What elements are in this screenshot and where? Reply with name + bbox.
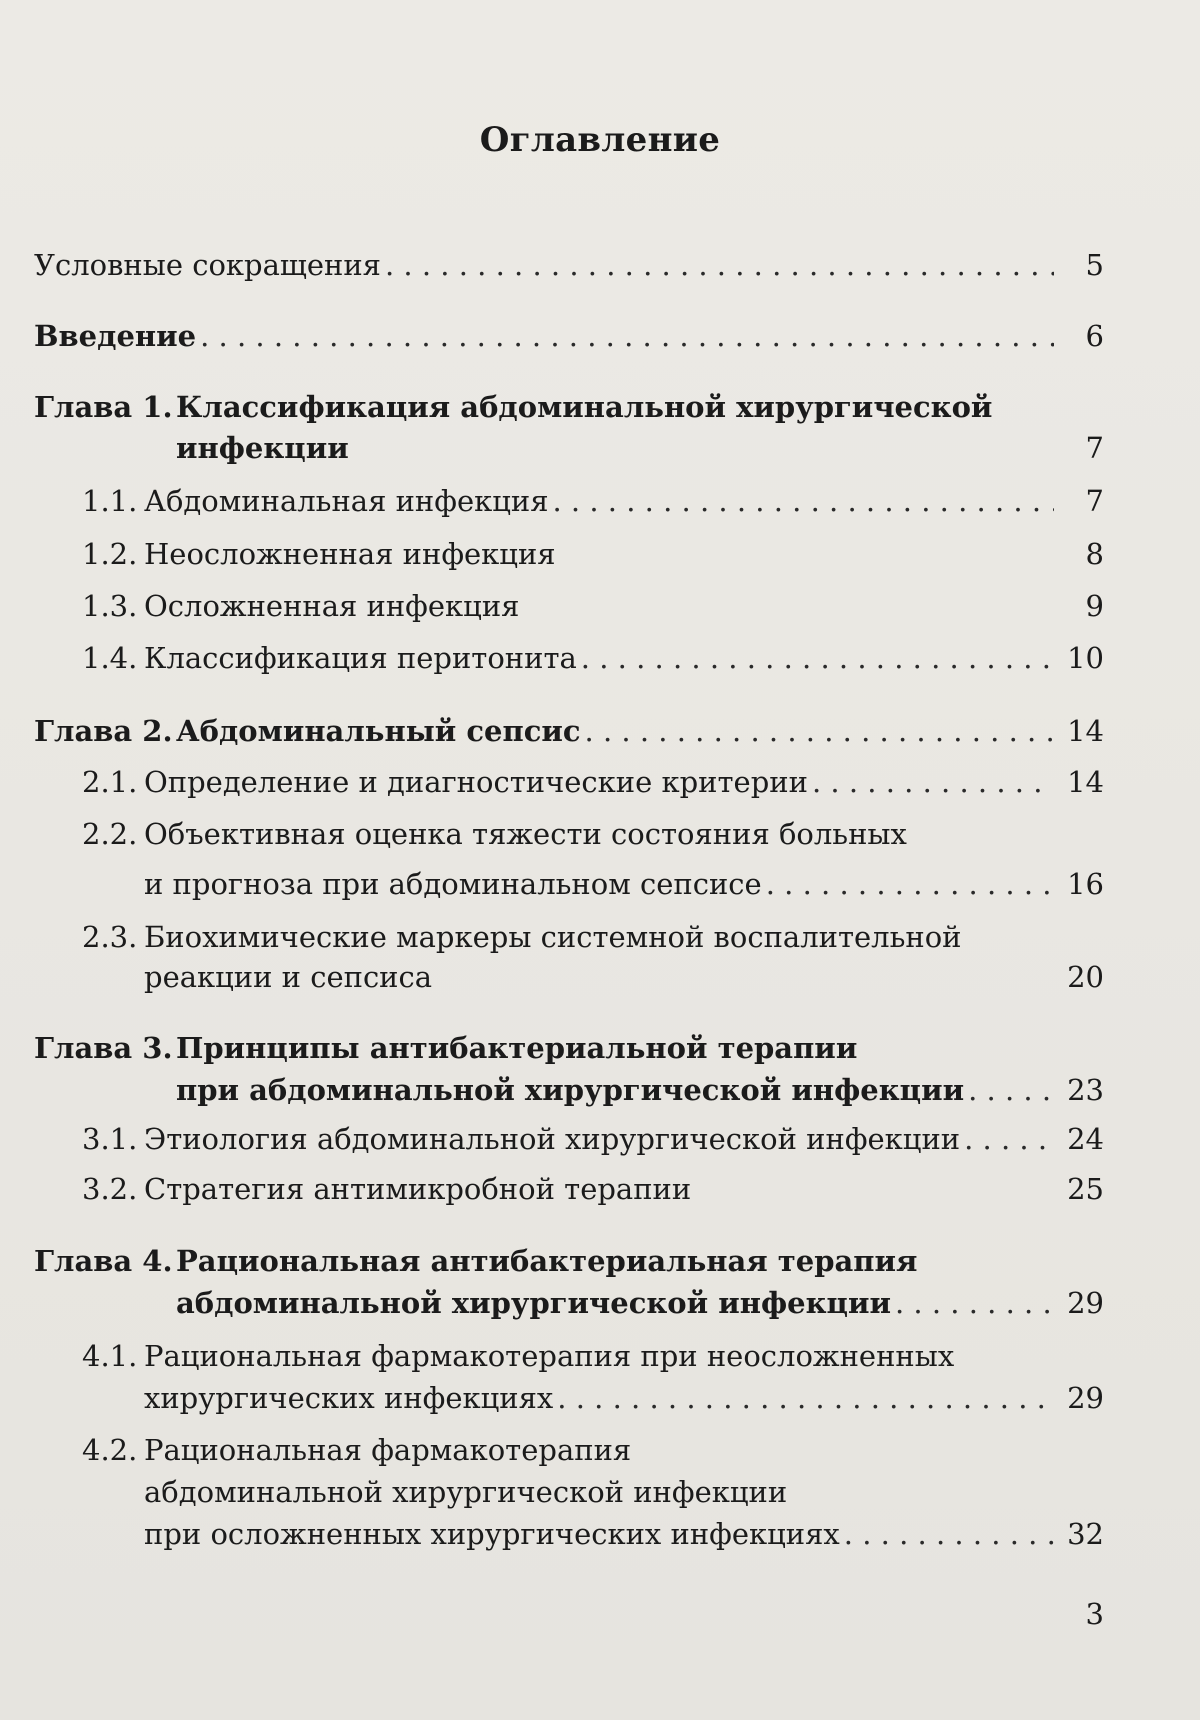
section-number: 3.1. (82, 1122, 138, 1156)
toc-entry-text: Абдоминальная инфекция (144, 484, 549, 518)
toc-entry-text: Определение и диагностические критерии (144, 765, 808, 799)
toc-page-number: 6 (1085, 319, 1104, 353)
toc-entry-text: при осложненных хирургических инфекциях (144, 1517, 840, 1551)
toc-page-number: 9 (1085, 589, 1104, 623)
toc-entry-text: Этиология абдоминальной хирургической инфекции (144, 1122, 961, 1156)
dot-leader (968, 1072, 1054, 1108)
toc-entry-text: Принципы антибактериальной терапии (176, 1031, 858, 1065)
toc-entry-text: Классификация перитонита (144, 641, 577, 675)
toc-page-number: 7 (1085, 484, 1104, 518)
toc-entry-text: Условные сокращения (34, 248, 381, 282)
dot-leader (553, 483, 1055, 519)
toc-page-number: 10 (1067, 641, 1104, 675)
toc-chapter-3-line2[interactable] (176, 1072, 1104, 1108)
toc-entry-text: и прогноза при абдоминальном сепсисе (144, 867, 762, 901)
section-number: 4.1. (82, 1339, 138, 1373)
toc-entry-text: инфекции (176, 431, 349, 465)
toc-section-1-3[interactable] (82, 588, 1104, 624)
toc-section-2-2-line1[interactable] (82, 816, 1104, 852)
toc-entry-text: Введение (34, 319, 197, 353)
toc-entry-text: Объективная оценка тяжести состояния больных (144, 817, 907, 851)
toc-section-1-2[interactable] (82, 536, 1104, 572)
toc-chapter-4-line2[interactable] (176, 1285, 1104, 1321)
toc-section-2-1[interactable] (82, 764, 1104, 800)
page-number: 3 (1085, 1597, 1104, 1631)
toc-entry-text: Неосложненная инфекция (144, 537, 556, 571)
toc-chapter-3-line1[interactable] (34, 1030, 1104, 1066)
toc-section-1-4[interactable] (82, 640, 1104, 676)
toc-page-number: 5 (1085, 248, 1104, 282)
toc-page-number: 24 (1067, 1122, 1104, 1156)
toc-entry-text: Осложненная инфекция (144, 589, 520, 623)
dot-leader (385, 247, 1054, 283)
toc-page-number: 23 (1067, 1073, 1104, 1107)
toc-chapter-1-line2[interactable] (176, 430, 1104, 466)
toc-section-3-2[interactable] (82, 1171, 1104, 1207)
toc-entry-text: Биохимические маркеры системной воспалительной (144, 920, 962, 954)
toc-section-4-1-line1[interactable] (82, 1338, 1104, 1374)
toc-section-4-2-line2[interactable] (144, 1474, 1104, 1510)
dot-leader (581, 640, 1054, 676)
section-number: 1.2. (82, 537, 138, 571)
toc-section-3-1[interactable] (82, 1121, 1104, 1157)
dot-leader (964, 1121, 1054, 1157)
chapter-label: Глава 4. (34, 1244, 173, 1278)
section-number: 2.1. (82, 765, 138, 799)
section-number: 2.3. (82, 920, 138, 954)
toc-section-2-2-line2[interactable] (144, 866, 1104, 902)
toc-entry-text: Абдоминальный сепсис (176, 714, 581, 748)
toc-chapter-1-line1[interactable] (34, 389, 1104, 425)
toc-entry-text: хирургических инфекциях (144, 1381, 554, 1415)
toc-entry-abbreviations[interactable] (34, 247, 1104, 283)
toc-page-number: 32 (1067, 1517, 1104, 1551)
toc-page-number: 25 (1067, 1172, 1104, 1206)
chapter-label: Глава 3. (34, 1031, 173, 1065)
toc-section-2-3-line2[interactable] (144, 959, 1104, 995)
section-number: 1.3. (82, 589, 138, 623)
toc-entry-text: Стратегия антимикробной терапии (144, 1172, 692, 1206)
toc-page-number: 14 (1067, 714, 1104, 748)
toc-entry-text: Рациональная фармакотерапия при неосложненных (144, 1339, 955, 1373)
section-number: 3.2. (82, 1172, 138, 1206)
dot-leader (895, 1285, 1054, 1321)
toc-chapter-2[interactable] (34, 713, 1104, 749)
dot-leader (557, 1380, 1054, 1416)
toc-entry-text: при абдоминальной хирургической инфекции (176, 1073, 965, 1107)
toc-section-2-3-line1[interactable] (82, 919, 1104, 955)
dot-leader (585, 713, 1054, 749)
toc-page-number: 29 (1067, 1381, 1104, 1415)
toc-section-1-1[interactable] (82, 483, 1104, 519)
toc-entry-text: абдоминальной хирургической инфекции (144, 1475, 788, 1509)
toc-section-4-2-line3[interactable] (144, 1516, 1104, 1552)
toc-title: Оглавление (479, 120, 721, 160)
section-number: 1.1. (82, 484, 138, 518)
toc-entry-text: абдоминальной хирургической инфекции (176, 1286, 891, 1320)
section-number: 4.2. (82, 1433, 138, 1467)
toc-page-number: 29 (1067, 1286, 1104, 1320)
toc-entry-text: Классификация абдоминальной хирургической (176, 390, 993, 424)
dot-leader (812, 764, 1054, 800)
toc-section-4-1-line2[interactable] (144, 1380, 1104, 1416)
dot-leader (844, 1516, 1054, 1552)
toc-entry-text: реакции и сепсиса (144, 960, 433, 994)
toc-page-number: 7 (1085, 431, 1104, 465)
toc-page-number: 8 (1085, 537, 1104, 571)
toc-chapter-4-line1[interactable] (34, 1243, 1104, 1279)
toc-page-number: 14 (1067, 765, 1104, 799)
toc-page-number: 20 (1067, 960, 1104, 994)
toc-entry-text: Рациональная фармакотерапия (144, 1433, 632, 1467)
chapter-label: Глава 1. (34, 390, 173, 424)
chapter-label: Глава 2. (34, 714, 173, 748)
dot-leader (200, 318, 1054, 354)
toc-section-4-2-line1[interactable] (82, 1432, 1104, 1468)
dot-leader (766, 866, 1054, 902)
toc-entry-text: Рациональная антибактериальная терапия (176, 1244, 918, 1278)
section-number: 2.2. (82, 817, 138, 851)
toc-entry-introduction[interactable] (34, 318, 1104, 354)
section-number: 1.4. (82, 641, 138, 675)
toc-page-number: 16 (1067, 867, 1104, 901)
